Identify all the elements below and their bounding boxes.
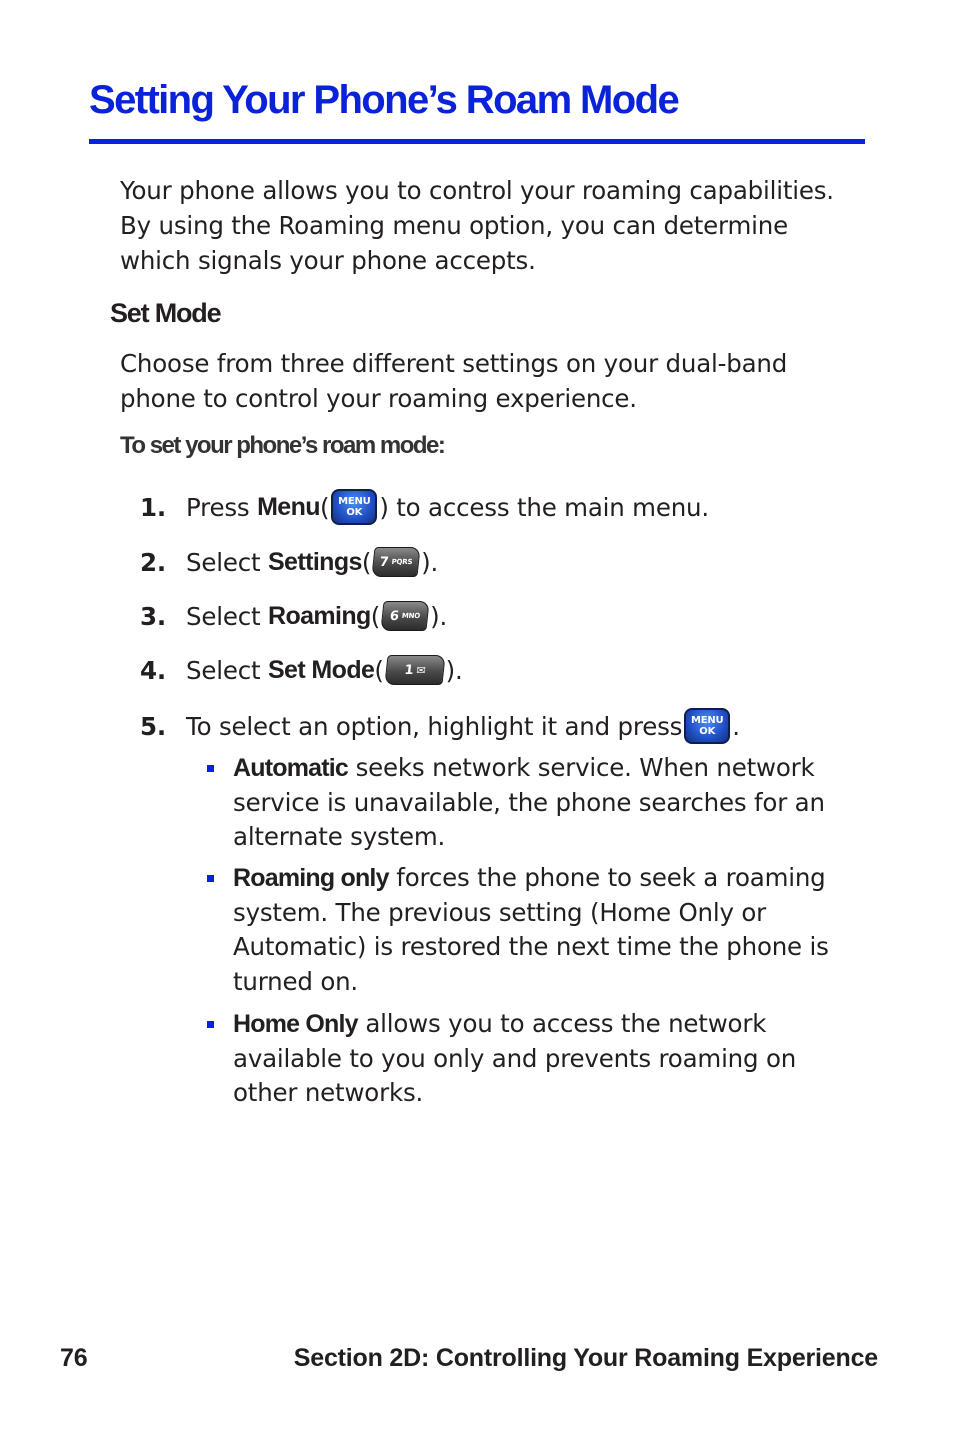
menu-key-label: MENU: [690, 715, 724, 726]
ok-key-label: OK: [699, 726, 716, 737]
step-2: [140, 542, 438, 582]
step-text-end: .: [732, 711, 740, 741]
step-number: 2.: [140, 547, 166, 577]
step-text-end: ) to access the main menu.: [379, 492, 709, 522]
title-underline: [89, 139, 865, 144]
step-text: Select: [186, 601, 261, 631]
subintro-paragraph: Choose from three different settings on your dual-band phone to control your roaming experience.: [120, 349, 788, 413]
procedure-heading: To set your phone’s roam mode:: [120, 432, 445, 459]
step-paren-open: (: [374, 655, 384, 685]
step-paren-open: (: [319, 492, 330, 522]
envelope-icon: ✉: [415, 663, 426, 677]
list-item: [207, 861, 867, 999]
step-number: 4.: [140, 655, 166, 685]
key-digit: 1: [403, 662, 414, 678]
page-number: 76: [60, 1344, 88, 1372]
key-7-icon: [372, 547, 421, 577]
key-digit: 7: [379, 554, 390, 570]
step-text-end: ).: [430, 601, 448, 631]
step-number: 5.: [140, 711, 166, 741]
step-keyword: Menu: [257, 492, 320, 521]
option-description: allows you to access the network available to you only and prevents roaming on other networks.: [233, 1009, 797, 1108]
step-keyword: Settings: [267, 547, 362, 576]
step-number: 3.: [140, 601, 166, 631]
step-1: [140, 487, 709, 527]
step-text-end: ).: [421, 547, 439, 577]
section-heading: Set Mode: [110, 298, 221, 328]
step-3: [140, 596, 447, 636]
list-item: [207, 751, 867, 855]
step-text: To select an option, highlight it and press: [186, 711, 683, 741]
option-name: Roaming only: [233, 864, 389, 892]
page-title: Setting Your Phone’s Roam Mode: [89, 78, 679, 122]
step-number: 1.: [140, 492, 166, 522]
step-keyword: Set Mode: [267, 655, 375, 684]
step-5: [140, 706, 740, 746]
intro-paragraph: Your phone allows you to control your roaming capabilities. By using the Roaming menu option, you can determine which signals your phone accepts.: [120, 176, 834, 275]
bullet-square-icon: [207, 1021, 214, 1028]
step-text: Select: [186, 655, 261, 685]
section-footer: Section 2D: Controlling Your Roaming Experience: [293, 1344, 878, 1372]
option-description: forces the phone to seek a roaming system. The previous setting (Home Only or Automatic) is restored the next time the phone is turned on.: [233, 863, 829, 996]
bullet-square-icon: [207, 875, 214, 882]
ok-key-label: OK: [346, 507, 363, 518]
menu-key-label: MENU: [338, 496, 371, 507]
key-letters: MNO: [401, 612, 421, 620]
key-6-icon: [381, 601, 430, 631]
key-1-icon: [384, 655, 445, 685]
menu-ok-key-icon: [684, 708, 730, 744]
list-item: [207, 1007, 867, 1111]
option-description: seeks network service. When network service is unavailable, the phone searches for an alternate system.: [233, 753, 825, 852]
option-name: Home Only: [233, 1010, 358, 1038]
bullet-square-icon: [207, 765, 214, 772]
step-keyword: Roaming: [267, 601, 371, 630]
menu-ok-key-icon: [331, 489, 377, 525]
step-text-end: ).: [445, 655, 463, 685]
step-text: Press: [186, 492, 250, 522]
key-digit: 6: [389, 608, 400, 624]
step-4: [140, 650, 463, 690]
key-letters: PQRS: [391, 558, 413, 566]
option-name: Automatic: [233, 754, 349, 782]
step-paren-open: (: [370, 601, 381, 631]
step-paren-open: (: [361, 547, 372, 577]
step-text: Select: [186, 547, 261, 577]
